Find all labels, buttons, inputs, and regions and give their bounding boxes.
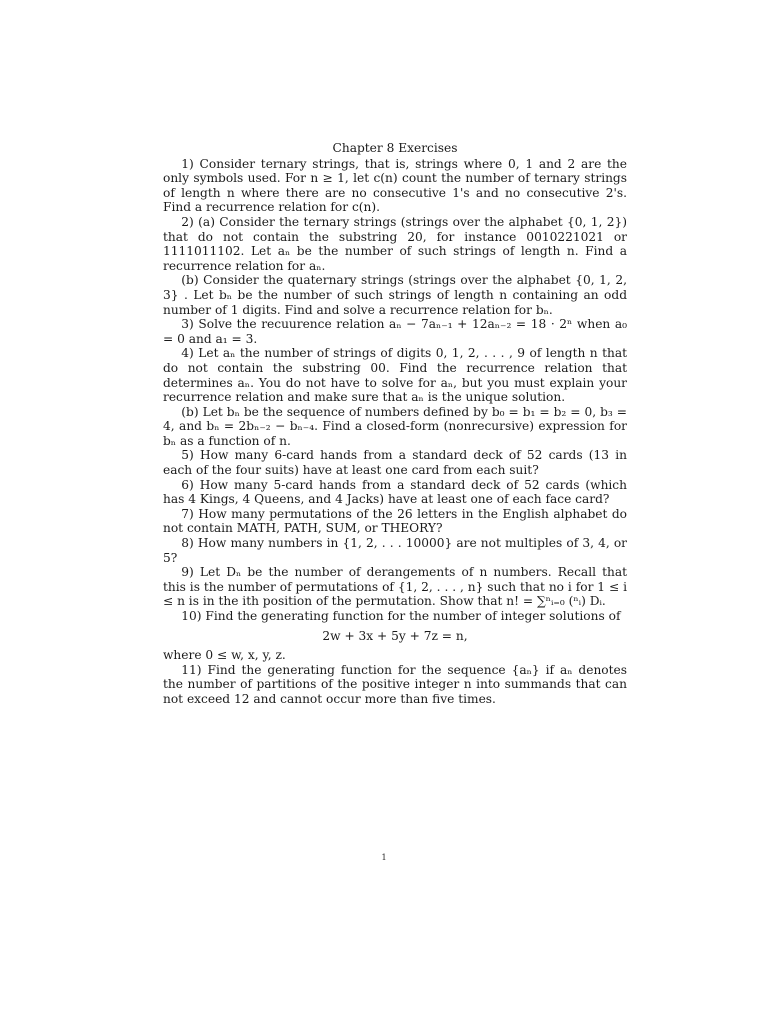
exercise-8: 8) How many numbers in {1, 2, . . . 10000} are not multiples of 3, 4, or 5? bbox=[163, 536, 627, 565]
exercise-6: 6) How many 5-card hands from a standard deck of 52 cards (which has 4 Kings, 4 Queens, and 4 Jacks) have at least one of each face card? bbox=[163, 477, 627, 507]
exercise-10-condition: where 0 ≤ w, x, y, z. bbox=[163, 648, 286, 663]
document-page bbox=[163, 141, 627, 707]
exercise-1: 1) Consider ternary strings, that is, strings where 0, 1 and 2 are the only symbols used. For n ≥ 1, let c(n) count the number of ternary strings of length n where there are no consecutive 1's and no consecutive 2's. Find a recurrence relation for c(n). bbox=[163, 156, 627, 215]
page-number: 1 bbox=[381, 853, 387, 862]
exercise-5: 5) How many 6-card hands from a standard deck of 52 cards (13 in each of the four suits) have at least one card from each suit? bbox=[163, 448, 627, 478]
exercise-2b: (b) Consider the quaternary strings (strings over the alphabet {0, 1, 2, 3} . Let bₙ be the number of such strings of length n containing an odd number of 1 digits. Find and solve a recurrence relation for bₙ. bbox=[163, 273, 627, 317]
exercise-7: 7) How many permutations of the 26 letters in the English alphabet do not contain MATH, PATH, SUM, or THEORY? bbox=[163, 506, 627, 536]
document-title: Chapter 8 Exercises bbox=[332, 141, 458, 155]
exercise-4b: (b) Let bₙ be the sequence of numbers defined by b₀ = b₁ = b₂ = 0, b₃ = 4, and bₙ = 2bₙ₋₂ − bₙ₋₄. Find a closed-form (nonrecursive) expression for bₙ as a function of n. bbox=[163, 404, 627, 448]
exercise-2a: 2) (a) Consider the ternary strings (strings over the alphabet {0, 1, 2}) that do not contain the substring 20, for instance 0010221021 or 1111011102. Let aₙ be the number of such strings of length n. Find a recurrence relation for aₙ. bbox=[163, 214, 627, 273]
exercise-10: 10) Find the generating function for the number of integer solutions of bbox=[181, 609, 621, 623]
exercise-11: 11) Find the generating function for the sequence {aₙ} if aₙ denotes the number of partitions of the positive integer n into summands that can not exceed 12 and cannot occur more than five times. bbox=[163, 662, 627, 706]
exercise-10-equation: 2w + 3x + 5y + 7z = n, bbox=[322, 628, 468, 643]
exercise-9: 9) Let Dₙ be the number of derangements of n numbers. Recall that this is the number of permutations of {1, 2, . . . , n} such that no i for 1 ≤ i ≤ n is in the ith position of the permutation. Show that n! = ∑ⁿᵢ₌₀ (ⁿᵢ) Dᵢ. bbox=[163, 565, 627, 609]
exercise-4a: 4) Let aₙ the number of strings of digits 0, 1, 2, . . . , 9 of length n that do not contain the substring 00. Find the recurrence relation that determines aₙ. You do not have to solve for aₙ, but you must explain your recurrence relation and make sure that aₙ is the unique solution. bbox=[163, 346, 627, 405]
exercise-3: 3) Solve the recuurence relation aₙ − 7aₙ₋₁ + 12aₙ₋₂ = 18 · 2ⁿ when a₀ = 0 and a₁ = 3. bbox=[163, 317, 627, 346]
